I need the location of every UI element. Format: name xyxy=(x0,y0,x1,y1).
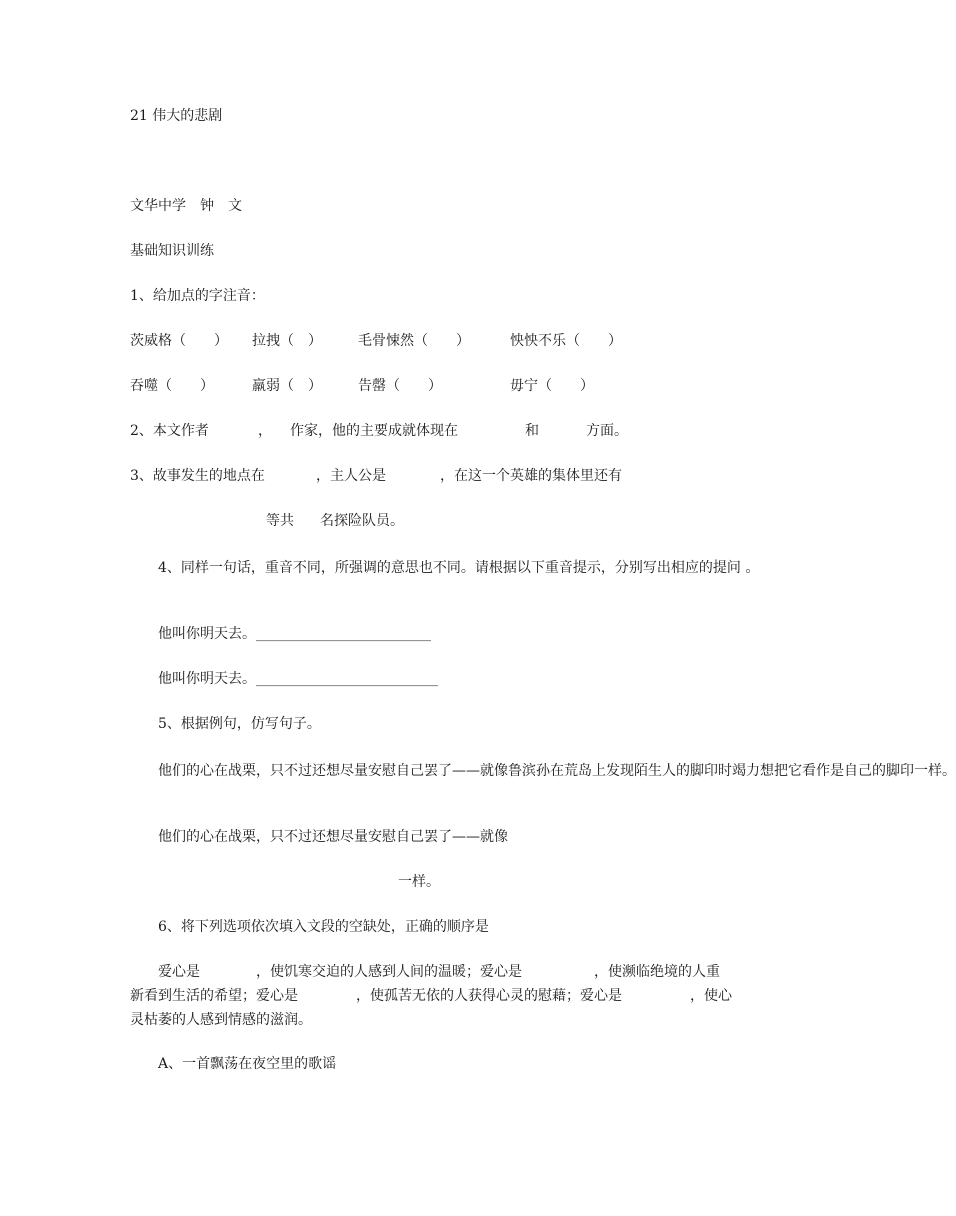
q3-text: 等共 xyxy=(266,513,294,529)
q1-item: 吞噬（ ） xyxy=(130,378,214,394)
q1-prompt: 1、给加点的字注音： xyxy=(130,288,265,304)
q1-item: 毋宁（ ） xyxy=(510,378,594,394)
q5-imitate-end: 一样。 xyxy=(398,874,440,890)
q5-example: 他们的心在战栗，只不过还想尽量安慰自己罢了——就像鲁滨孙在荒岛上发现陌生人的脚印时竭力想把它看作是自己的脚印一样。 xyxy=(158,763,956,779)
q2-text: 方面。 xyxy=(586,423,628,439)
section-heading: 基础知识训练 xyxy=(130,243,214,259)
q2-text: 和 xyxy=(525,423,539,439)
q6-text: ，使濒临绝境的人重 xyxy=(594,964,720,980)
q1-item: 怏怏不乐（ ） xyxy=(510,333,622,349)
q1-item: 茨威格（ ） xyxy=(130,333,228,349)
q2-text: 作家，他的主要成就体现在 xyxy=(290,423,458,439)
q3-text: 名探险队员。 xyxy=(320,513,404,529)
q3-text: ，在这一个英雄的集体里还有 xyxy=(440,468,622,484)
q5-imitate: 他们的心在战栗，只不过还想尽量安慰自己罢了——就像 xyxy=(158,829,508,845)
q6-prompt: 6、将下列选项依次填入文段的空缺处，正确的顺序是 xyxy=(158,919,489,935)
q1-item: 羸弱（ ） xyxy=(252,378,322,394)
q6-text: 爱心是 xyxy=(158,964,200,980)
author-line: 文华中学 钟 文 xyxy=(130,198,242,214)
q6-option-a: A、一首飘荡在夜空里的歌谣 xyxy=(158,1056,337,1072)
page-title: 21 伟大的悲剧 xyxy=(130,108,223,124)
q1-item: 告罄（ ） xyxy=(358,378,442,394)
q2-text: ， xyxy=(258,423,272,439)
q6-text: ，使孤苦无依的人获得心灵的慰藉；爱心是 xyxy=(356,988,622,1004)
q4-answer-line: 他叫你明天去。_________________________ xyxy=(158,626,431,642)
q4-text: 4、同样一句话，重音不同，所强调的意思也不同。请根据以下重音提示，分别写出相应的提问 。 xyxy=(158,560,760,576)
q1-item: 毛骨悚然（ ） xyxy=(358,333,470,349)
q2-text: 2、本文作者 xyxy=(130,423,209,439)
q5-prompt: 5、根据例句，仿写句子。 xyxy=(158,716,321,732)
q3-text: 3、故事发生的地点在 xyxy=(130,468,265,484)
q3-text: ，主人公是 xyxy=(316,468,386,484)
q6-text: 新看到生活的希望；爱心是 xyxy=(130,988,298,1004)
q6-text: ，使心 xyxy=(690,988,732,1004)
q4-answer-line: 他叫你明天去。__________________________ xyxy=(158,671,438,687)
q6-text: ，使饥寒交迫的人感到人间的温暖；爱心是 xyxy=(256,964,522,980)
q6-text: 灵枯萎的人感到情感的滋润。 xyxy=(130,1012,312,1028)
q1-item: 拉拽（ ） xyxy=(252,333,322,349)
